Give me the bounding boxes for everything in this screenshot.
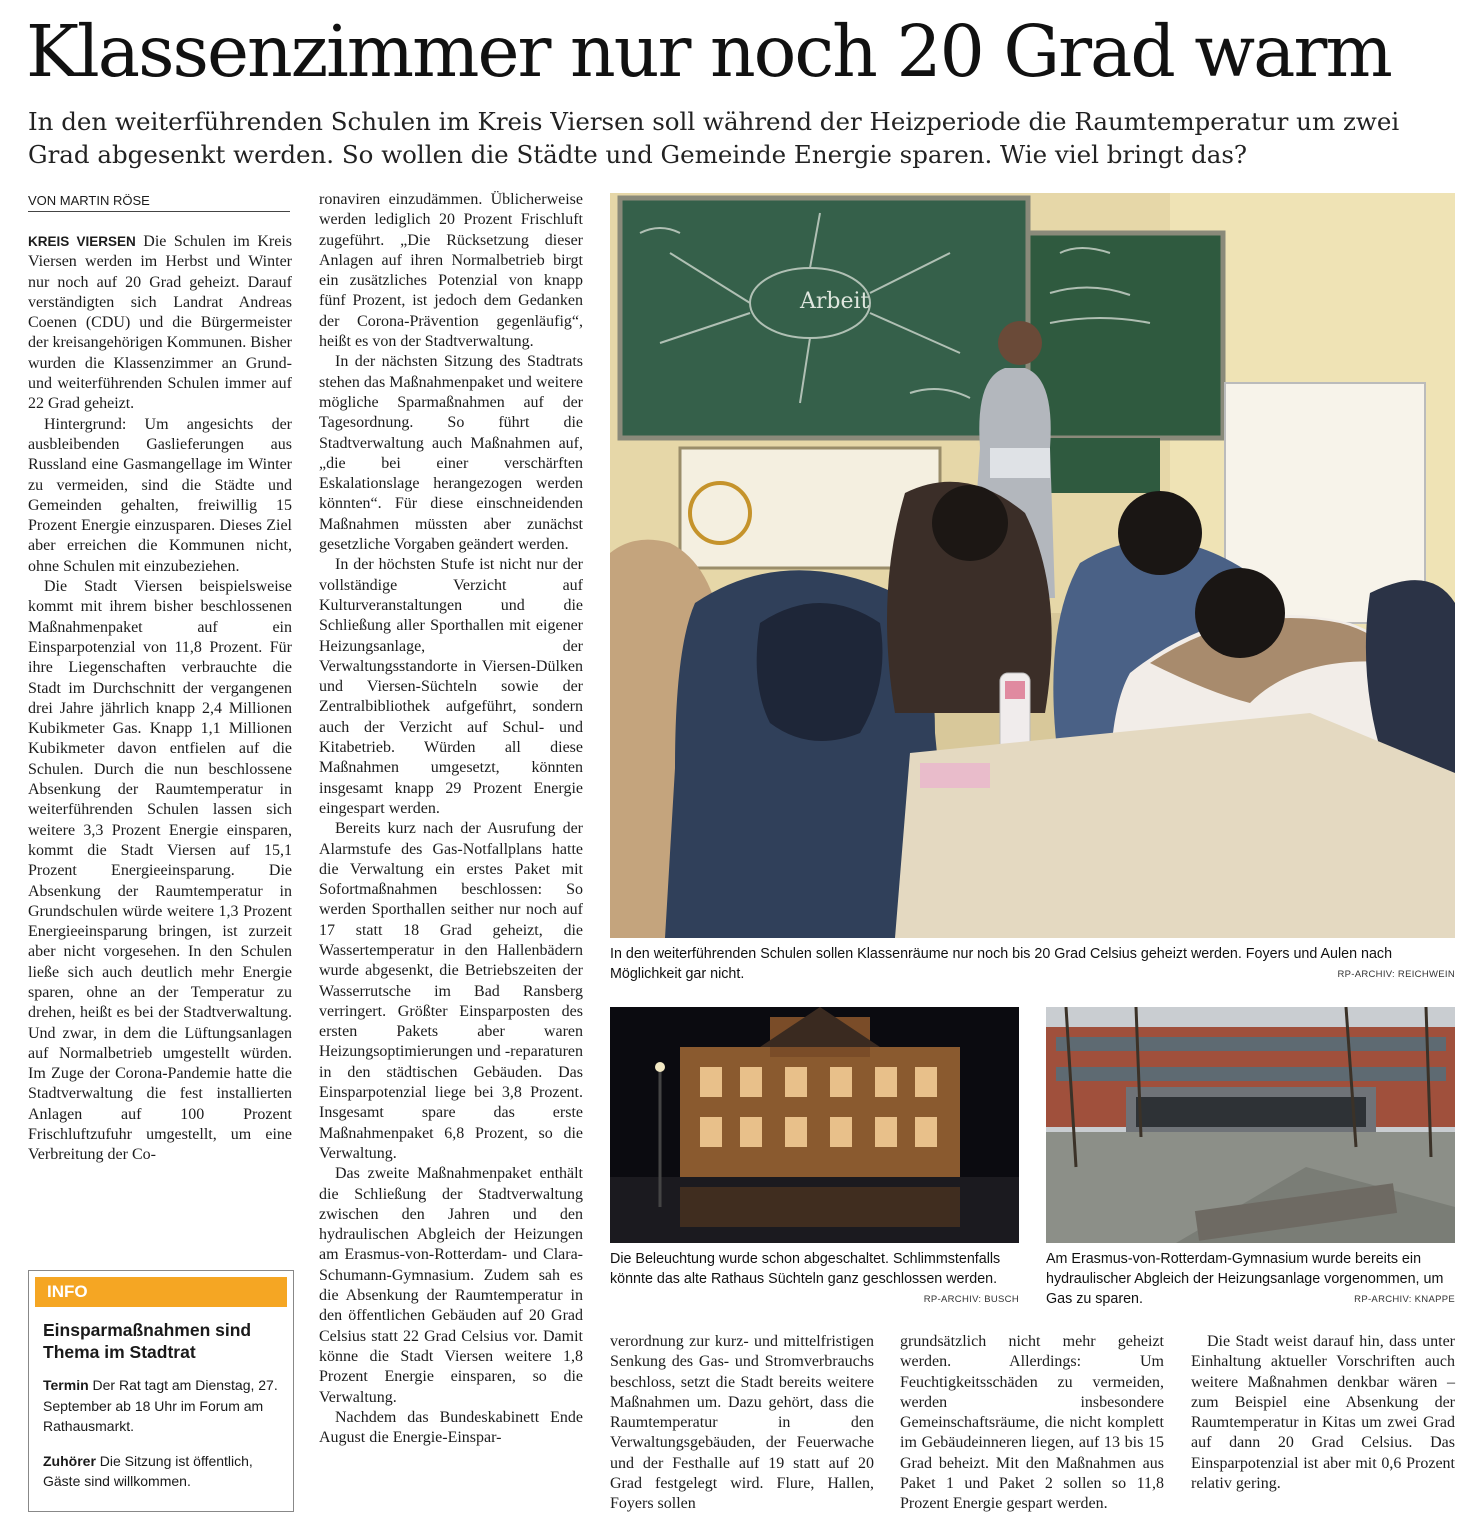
info-label: INFO — [35, 1277, 287, 1307]
info-zuhoerer: Zuhörer Die Sitzung ist öffentlich, Gäste sind willkommen. — [43, 1452, 253, 1489]
paragraph: grundsätzlich nicht mehr geheizt werden. Allerdings: Um Feuchtigkeitsschäden zu vermeiden, werden insbesondere Gemeinschaftsräume, die nicht komplett im Gebäudeinneren liegen, auf 13 bis 15 Grad beheizt. Mit den Maßnahmen aus Paket 1 und Paket 2 sollen so 11,8 Prozent Energie gespart werden. — [900, 1333, 1164, 1513]
paragraph: In der höchsten Stufe ist nicht nur der vollständige Verzicht auf Kulturveranstaltungen und die Schließung aller Sporthallen mit eigener Heizungsanlage, der Verwaltungsstandorte in Viersen-Dülken und Viersen-Süchteln sowie der Zentralbibliothek aufgeführt, sondern auch der Verzicht auf Schul- und Kitabetrieb. Würden all diese Maßnahmen umgesetzt, könnten insgesamt knapp 29 Prozent Energie eingespart werden. — [319, 556, 583, 817]
townhall-photo-credit: RP-ARCHIV: BUSCH — [923, 1294, 1019, 1305]
info-box — [28, 1270, 294, 1512]
board-text: Arbeit — [800, 289, 870, 314]
headline: Klassenzimmer nur noch 20 Grad warm — [26, 10, 1391, 93]
school-photo-caption: Am Erasmus-von-Rotterdam-Gymnasium wurde bereits ein hydraulischer Abgleich der Heizungsanlage vorgenommen, um Gas zu sparen. — [1046, 1251, 1444, 1307]
main-photo-credit: RP-ARCHIV: REICHWEIN — [1337, 969, 1455, 980]
dateline: KREIS VIERSEN — [28, 234, 136, 249]
paragraph: Das zweite Maßnahmenpaket enthält die Schließung der Stadtverwaltung zwischen den Jahren und den hydraulischen Abgleich der Heizungen am Erasmus-von-Rotterdam- und Clara-Schumann-Gymnasium. Zudem sah es die Absenkung der Raumtemperatur in den öffentlichen Gebäuden auf 20 Grad Celsius statt 22 Grad Celsius vor. Damit könne die Stadt Viersen weitere 1,8 Prozent Energie einsparen, so die Verwaltung. — [319, 1165, 583, 1406]
article-column-3 — [610, 1332, 874, 1517]
school-photo-credit: RP-ARCHIV: KNAPPE — [1354, 1294, 1455, 1305]
info-title: Einsparmaßnahmen sind Thema im Stadtrat — [43, 1320, 252, 1362]
paragraph: Hintergrund: Um angesichts der ausbleibenden Gaslieferungen aus Russland eine Gasmangellage im Winter zu vermeiden, sind die Städte und Gemeinden gehalten, freiwillig 15 Prozent Energie einzusparen. Dieses Ziel aber erreichen die Kommunen nicht, ohne Schulen mit einzubeziehen. — [28, 415, 292, 575]
article-column-1 — [28, 232, 292, 1262]
classroom-photo — [610, 193, 1455, 938]
article-column-4 — [900, 1332, 1164, 1517]
paragraph: Bereits kurz nach der Ausrufung der Alarmstufe des Gas-Notfallplans hatte die Verwaltung ein erstes Paket mit Sofortmaßnahmen beschlossen: So werden Sporthallen seither nur noch auf 17 statt 18 Grad geheizt, die Wassertemperatur in den Hallenbädern wurde abgesenkt, die Betriebszeiten der Wasserrutsche im Bad Ransberg verringert. Größter Einsparposten des ersten Pakets aber waren Heizungsoptimierungen und -reparaturen in den städtischen Gebäuden. Das Einsparpotenzial liege bei 3,8 Prozent. Insgesamt spare das erste Maßnahmenpaket 6,8 Prozent, so die Verwaltung. — [319, 820, 583, 1162]
townhall-photo-caption: Die Beleuchtung wurde schon abgeschaltet. Schlimmstenfalls könnte das alte Rathaus Süchteln ganz geschlossen werden. — [610, 1251, 1001, 1287]
paragraph: Nachdem das Bundeskabinett Ende August die Energie-Einspar- — [319, 1408, 583, 1447]
paragraph: Die Stadt weist darauf hin, dass unter Einhaltung aktueller Vorschriften auch weitere Maßnahmen denkbar wären – zum Beispiel eine Absenkung der Raumtemperatur in Kitas um zwei Grad auf dann 20 Grad Celsius. Das Einsparpotenzial ist aber mit 0,6 Prozent relativ gering. — [1191, 1333, 1455, 1493]
main-photo-caption: In den weiterführenden Schulen sollen Klassenräume nur noch bis 20 Grad Celsius geheizt werden. Foyers und Aulen nach Möglichkeit gar nicht. — [610, 946, 1393, 982]
article-column-2 — [319, 190, 583, 1515]
paragraph: Die Stadt Viersen beispielsweise kommt mit ihrem bisher beschlossenen Maßnahmenpaket auf ein Einsparpotenzial von 11,8 Prozent. Für ihre Liegenschaften verbrauchte die Stadt im Durchschnitt der vergangenen drei Jahre jährlich knapp 2,4 Millionen Kubikmeter Gas. Knapp 1,1 Millionen Kubikmeter davon entfielen auf die Schulen. Durch die nun beschlossene Absenkung der Raumtemperatur in weiterführenden Schulen lassen sich weitere 3,3 Prozent Energie einsparen, kommt die Stadt Viersen auf 15,1 Prozent Energieeinsparung. Die Absenkung der Raumtemperatur in Grundschulen würde weitere 1,3 Prozent Energieeinsparung bringen, ist zurzeit aber nicht vorgesehen. In den Schulen ließe sich auch deutlich mehr Energie sparen, ohne an der Temperatur zu drehen, heißt es bei der Stadtverwaltung. Und zwar, in dem die Lüftungsanlagen auf Normalbetrieb umgestellt würden. Im Zuge der Corona-Pandemie hatte die Stadtverwaltung die fest installierten Anlagen auf 100 Prozent Frischluftzufuhr umgestellt, um eine Verbreitung der Co- — [28, 578, 292, 1164]
townhall-photo — [610, 1007, 1019, 1243]
paragraph: verordnung zur kurz- und mittelfristigen Senkung des Gas- und Stromverbrauchs beschloss, setzt die Stadt bereits weitere Maßnahmen um. Dazu gehört, dass die Raumtemperatur in den Verwaltungsgebäuden, der Feuerwache und der Festhalle auf 19 statt auf 20 Grad festgelegt wird. Flure, Hallen, Foyers sollen — [610, 1333, 874, 1513]
info-termin: Termin Der Rat tagt am Dienstag, 27. September ab 18 Uhr im Forum am Rathausmarkt. — [43, 1377, 278, 1434]
paragraph: KREIS VIERSEN Die Schulen im Kreis Viersen werden im Herbst und Winter nur noch auf 20 Grad geheizt. Darauf verständigten sich Landrat Andreas Coenen (CDU) und die Bürgermeister der kreisangehörigen Kommunen. Bisher wurden die Klassenzimmer an Grund- und weiterführenden Schulen immer auf 22 Grad geheizt. — [28, 233, 293, 413]
article-column-5 — [1191, 1332, 1455, 1517]
paragraph: ronaviren einzudämmen. Üblicherweise werden lediglich 20 Prozent Frischluft zugeführt. „Die Rücksetzung dieser Anlagen auf ihren Normalbetrieb birgt ein zusätzliches Potenzial von knapp fünf Prozent, ist jedoch dem Gedanken der Corona-Prävention gegenläufig“, heißt es von der Stadtverwaltung. — [319, 191, 583, 351]
subheadline: In den weiterführenden Schulen im Kreis Viersen soll während der Heizperiode die Raumtemperatur um zwei Grad abgesenkt werden. So wollen die Städte und Gemeinde Energie sparen. Wie viel bringt das? — [28, 107, 1400, 169]
paragraph: In der nächsten Sitzung des Stadtrats stehen das Maßnahmenpaket und weitere mögliche Sparmaßnahmen auf der Tagesordnung. So führt die Stadtverwaltung auch Maßnahmen auf, „die bei einer verschärften Eskalationslage herangezogen werden könnten“. Für diese einschneidenden Maßnahmen müssten aber zunächst gesetzliche Vorgaben geändert werden. — [319, 353, 583, 554]
school-building-photo — [1046, 1007, 1455, 1243]
byline: VON MARTIN RÖSE — [28, 193, 290, 212]
